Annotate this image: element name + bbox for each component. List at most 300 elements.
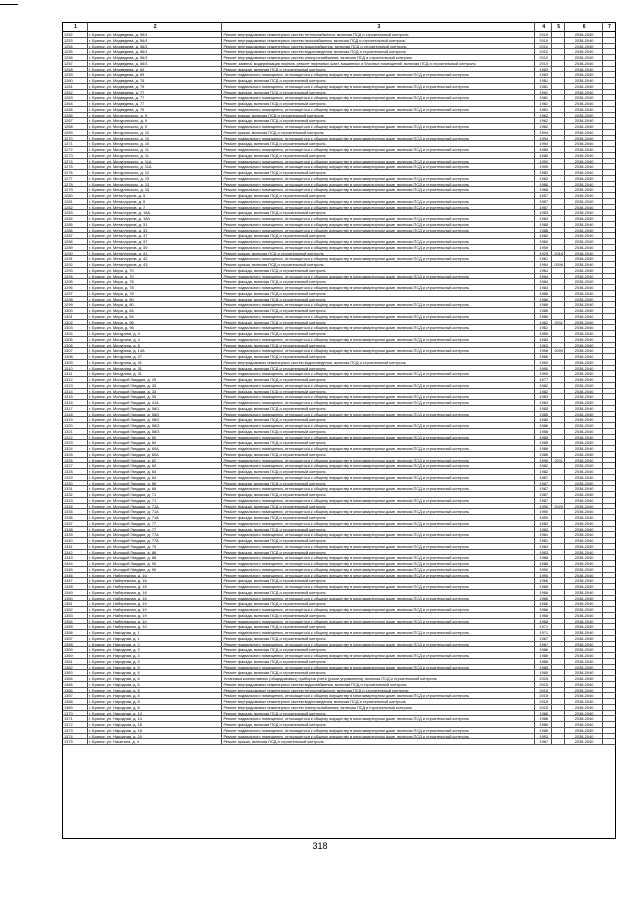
row-number-cell: 1280 — [63, 193, 88, 198]
row-number-cell: 1362 — [63, 665, 88, 670]
work-type-cell: Ремонт подвального помещения, относящегося к общему имуществу в многоквартирном доме, включая ПСД и строительный контроль — [222, 728, 535, 733]
address-cell: г. Брянск, ул. Народная, д. 1 — [88, 630, 223, 635]
year-built-cell: 1990 — [535, 366, 552, 371]
planned-period-cell: 2038-2040 — [565, 268, 603, 273]
year-built-cell: 1990 — [535, 504, 552, 509]
planned-period-cell: 2038-2040 — [565, 44, 603, 49]
extra-cell — [603, 354, 615, 359]
extra-cell — [603, 440, 615, 445]
row-number-cell: 1266 — [63, 113, 88, 118]
year-built-cell: 1925 — [535, 251, 552, 256]
extra-cell — [603, 734, 615, 739]
extra-cell — [603, 182, 615, 187]
extra-cell — [603, 325, 615, 330]
address-cell: г. Брянск, ул. Никитина, д. 4 — [88, 739, 223, 744]
address-cell: г. Брянск, ул. Молодой Гвардии, д. 79 — [88, 544, 223, 549]
work-type-cell: Ремонт подвального помещения, относящегося к общему имуществу в многоквартирном доме, включая ПСД и строительный контроль — [222, 199, 535, 204]
year-built-cell: 1962 — [535, 325, 552, 330]
planned-period-cell: 2038-2040 — [565, 205, 603, 210]
row-number-cell: 1370 — [63, 711, 88, 716]
extra-cell — [603, 153, 615, 158]
table-body — [63, 32, 615, 745]
planned-period-cell: 2038-2040 — [565, 394, 603, 399]
address-cell: г. Брянск, ул. Молодой Гвардии, д. 33 — [88, 383, 223, 388]
year-built-cell: 1966 — [535, 354, 552, 359]
work-type-cell: Ремонт фасада, включая ПСД и строительный контроль — [222, 118, 535, 123]
last-repair-year-cell — [552, 659, 565, 664]
year-built-cell: 1985 — [535, 670, 552, 675]
year-built-cell: 1961 — [535, 256, 552, 261]
year-built-cell: 1986 — [535, 314, 552, 319]
row-number-cell: 1329 — [63, 475, 88, 480]
work-type-cell: Ремонт подвального помещения, относящегося к общему имуществу в многоквартирном доме, включая ПСД и строительный контроль — [222, 521, 535, 526]
extra-cell — [603, 688, 615, 693]
row-number-cell: 1312 — [63, 377, 88, 382]
extra-cell — [603, 469, 615, 474]
extra-cell — [603, 187, 615, 192]
address-cell: г. Брянск, ул. Мира, д. 70 — [88, 268, 223, 273]
address-cell: г. Брянск, ул. Мичуринского, д. 10 — [88, 136, 223, 141]
address-cell: г. Брянск, ул. Мира, д. 80 — [88, 302, 223, 307]
address-cell: г. Брянск, ул. Молодой Гвардии, д. 58/2 — [88, 417, 223, 422]
year-built-cell: 1982 — [535, 463, 552, 468]
last-repair-year-cell — [552, 216, 565, 221]
work-type-cell: Ремонт фасада, включая ПСД и строительный контроль — [222, 67, 535, 72]
work-type-cell: Ремонт фасада, включая ПСД и строительный контроль — [222, 590, 535, 595]
row-number-cell: 1344 — [63, 561, 88, 566]
work-type-cell: Ремонт подвального помещения, относящегося к общему имуществу в многоквартирном доме, включая ПСД и строительный контроль — [222, 486, 535, 491]
planned-period-cell: 2038-2040 — [565, 72, 603, 77]
planned-period-cell: 2038-2040 — [565, 636, 603, 641]
row-number-cell: 1282 — [63, 205, 88, 210]
year-built-cell: 1983 — [535, 400, 552, 405]
last-repair-year-cell — [552, 475, 565, 480]
work-type-cell: Ремонт фасада, включая ПСД и строительный контроль — [222, 377, 535, 382]
last-repair-year-cell — [552, 728, 565, 733]
year-built-cell: 1986 — [535, 297, 552, 302]
work-type-cell: Ремонт фасада, включая ПСД и строительный контроль — [222, 452, 535, 457]
extra-cell — [603, 389, 615, 394]
work-type-cell: Ремонт внутридомовых инженерных систем водоснабжения, включая ПСД и строительный контроль — [222, 44, 535, 49]
last-repair-year-cell — [552, 509, 565, 514]
planned-period-cell: 2038-2040 — [565, 187, 603, 192]
extra-cell — [603, 406, 615, 411]
row-number-cell: 1275 — [63, 164, 88, 169]
extra-cell — [603, 176, 615, 181]
year-built-cell: 2010 — [535, 55, 552, 60]
row-number-cell: 1274 — [63, 159, 88, 164]
planned-period-cell: 2038-2040 — [565, 228, 603, 233]
row-number-cell: 1272 — [63, 147, 88, 152]
year-built-cell: 1965 — [535, 331, 552, 336]
last-repair-year-cell — [552, 44, 565, 49]
year-built-cell: 1986 — [535, 291, 552, 296]
planned-period-cell: 2038-2040 — [565, 245, 603, 250]
planned-period-cell: 2038-2040 — [565, 118, 603, 123]
extra-cell — [603, 665, 615, 670]
extra-cell — [603, 550, 615, 555]
work-type-cell: Ремонт подвального помещения, относящегося к общему имуществу в многоквартирном доме, включая ПСД и строительный контроль — [222, 314, 535, 319]
year-built-cell: 1983 — [535, 72, 552, 77]
planned-period-cell: 2038-2040 — [565, 61, 603, 66]
year-built-cell: 1966 — [535, 607, 552, 612]
address-cell: г. Брянск, ул. Мира, д. 96 — [88, 320, 223, 325]
row-number-cell: 1356 — [63, 630, 88, 635]
row-number-cell: 1322 — [63, 435, 88, 440]
work-type-cell: Ремонт подвального помещения, относящегося к общему имуществу в многоквартирном доме, включая ПСД и строительный контроль — [222, 555, 535, 560]
extra-cell — [603, 693, 615, 698]
extra-cell — [603, 360, 615, 365]
row-number-cell: 1319 — [63, 417, 88, 422]
row-number-cell: 1339 — [63, 532, 88, 537]
address-cell: г. Брянск, ул. Мира, д. 70 — [88, 274, 223, 279]
year-built-cell: 1964 — [535, 274, 552, 279]
planned-period-cell: 2038-2040 — [565, 498, 603, 503]
planned-period-cell: 2038-2040 — [565, 567, 603, 572]
last-repair-year-cell — [552, 130, 565, 135]
year-built-cell: 1983 — [535, 550, 552, 555]
work-type-cell: Ремонт подвального помещения, относящегося к общему имуществу в многоквартирном доме, включая ПСД и строительный контроль — [222, 584, 535, 589]
last-repair-year-cell — [552, 256, 565, 261]
extra-cell — [603, 435, 615, 440]
work-type-cell: Ремонт фасада, включая ПСД и строительный контроль — [222, 429, 535, 434]
row-number-cell: 1368 — [63, 699, 88, 704]
address-cell: г. Брянск, ул. Народная, д. 14 — [88, 716, 223, 721]
work-type-cell: Ремонт подвального помещения, относящегося к общему имуществу в многоквартирном доме, включая ПСД и строительный контроль — [222, 245, 535, 250]
address-cell: г. Брянск, ул. Металлургов, д. 42 — [88, 256, 223, 261]
row-number-cell: 1366 — [63, 688, 88, 693]
extra-cell — [603, 44, 615, 49]
year-built-cell: 1986 — [535, 728, 552, 733]
repair-program-table — [62, 22, 616, 839]
last-repair-year-cell — [552, 325, 565, 330]
last-repair-year-cell — [552, 78, 565, 83]
last-repair-year-cell — [552, 435, 565, 440]
work-type-cell: Ремонт фасада, включая ПСД и строительный контроль — [222, 90, 535, 95]
year-built-cell: 1981 — [535, 107, 552, 112]
last-repair-year-cell — [552, 613, 565, 618]
year-built-cell: 1987 — [535, 486, 552, 491]
planned-period-cell: 2038-2040 — [565, 343, 603, 348]
year-built-cell: 1962 — [535, 118, 552, 123]
year-built-cell: 1981 — [535, 90, 552, 95]
extra-cell — [603, 78, 615, 83]
planned-period-cell: 2038-2040 — [565, 607, 603, 612]
work-type-cell: Ремонт фасада, включая ПСД и строительный контроль — [222, 78, 535, 83]
planned-period-cell: 2038-2040 — [565, 130, 603, 135]
work-type-cell: Ремонт подвального помещения, относящегося к общему имуществу в многоквартирном доме, включая ПСД и строительный контроль — [222, 325, 535, 330]
work-type-cell: Ремонт фасада, включая ПСД и строительный контроль — [222, 515, 535, 520]
address-cell: г. Брянск, ул. Мичурина, д. 31 — [88, 371, 223, 376]
extra-cell — [603, 458, 615, 463]
address-cell: г. Брянск, ул. Медведева, д. 69 — [88, 72, 223, 77]
last-repair-year-cell — [552, 440, 565, 445]
year-built-cell: 1984 — [535, 279, 552, 284]
work-type-cell: Ремонт фасада, включая ПСД и строительный контроль — [222, 268, 535, 273]
year-built-cell: 1959 — [535, 245, 552, 250]
year-built-cell: 1985 — [535, 665, 552, 670]
row-number-cell: 1325 — [63, 452, 88, 457]
year-built-cell: 2015 — [535, 682, 552, 687]
address-cell: г. Брянск, ул. Народная, д. 8 — [88, 688, 223, 693]
row-number-cell: 1284 — [63, 216, 88, 221]
row-number-cell: 1333 — [63, 498, 88, 503]
address-cell: г. Брянск, ул. Мичуринского, д. 11 — [88, 153, 223, 158]
last-repair-year-cell — [552, 118, 565, 123]
year-built-cell: 1982 — [535, 170, 552, 175]
year-built-cell: 1966 — [535, 584, 552, 589]
year-built-cell: 1962 — [535, 113, 552, 118]
row-number-cell: 1375 — [63, 739, 88, 744]
row-number-cell: 1363 — [63, 670, 88, 675]
last-repair-year-cell — [552, 354, 565, 359]
planned-period-cell: 2038-2040 — [565, 550, 603, 555]
address-cell: г. Брянск, ул. Набережная, д. 18 — [88, 596, 223, 601]
extra-cell — [603, 573, 615, 578]
extra-cell — [603, 544, 615, 549]
row-number-cell: 1296 — [63, 285, 88, 290]
extra-cell — [603, 716, 615, 721]
last-repair-year-cell — [552, 84, 565, 89]
extra-cell — [603, 268, 615, 273]
header-col-4: 4 — [535, 23, 552, 31]
work-type-cell: Ремонт подвального помещения, относящегося к общему имуществу в многоквартирном доме, включая ПСД и строительный контроль — [222, 498, 535, 503]
planned-period-cell: 2038-2040 — [565, 435, 603, 440]
extra-cell — [603, 245, 615, 250]
work-type-cell: Ремонт фасада, включая ПСД и строительный контроль — [222, 659, 535, 664]
year-built-cell: 1986 — [535, 659, 552, 664]
work-type-cell: Ремонт фасада, включая ПСД и строительный контроль — [222, 647, 535, 652]
planned-period-cell: 2038-2040 — [565, 101, 603, 106]
year-built-cell: 1986 — [535, 647, 552, 652]
work-type-cell: Ремонт подвального помещения, относящегося к общему имуществу в многоквартирном доме, включая ПСД и строительный контроль — [222, 182, 535, 187]
year-built-cell: 1984 — [535, 285, 552, 290]
last-repair-year-cell — [552, 314, 565, 319]
address-cell: г. Брянск, ул. Набережная, д. 19 — [88, 613, 223, 618]
work-type-cell: Ремонт фасада, включая ПСД и строительный контроль — [222, 193, 535, 198]
row-number-cell: 1323 — [63, 440, 88, 445]
last-repair-year-cell — [552, 279, 565, 284]
last-repair-year-cell — [552, 274, 565, 279]
year-built-cell: 1995 — [535, 458, 552, 463]
work-type-cell: Ремонт подвального помещения, относящегося к общему имуществу в многоквартирном доме, включая ПСД и строительный контроль — [222, 187, 535, 192]
planned-period-cell: 2038-2040 — [565, 458, 603, 463]
address-cell: г. Брянск, ул. Молодой Гвардии, д. 71 — [88, 498, 223, 503]
row-number-cell: 1304 — [63, 331, 88, 336]
year-built-cell: 1981 — [535, 532, 552, 537]
last-repair-year-cell: 2006 — [552, 262, 565, 267]
year-built-cell: 2010 — [535, 44, 552, 49]
work-type-cell: Ремонт подвального помещения, относящегося к общему имуществу в многоквартирном доме, включая ПСД и строительный контроль — [222, 164, 535, 169]
address-cell: г. Брянск, ул. Мичуринского, д. 10 — [88, 130, 223, 135]
last-repair-year-cell — [552, 739, 565, 744]
row-number-cell: 1307 — [63, 348, 88, 353]
extra-cell — [603, 337, 615, 342]
extra-cell — [603, 567, 615, 572]
address-cell: г. Брянск, ул. Молодой Гвардии, д. 60А — [88, 446, 223, 451]
row-number-cell: 1352 — [63, 607, 88, 612]
work-type-cell: Ремонт внутридомовых инженерных систем водоотведения, включая ПСД и строительный контроль — [222, 49, 535, 54]
extra-cell — [603, 653, 615, 658]
last-repair-year-cell — [552, 268, 565, 273]
work-type-cell: Ремонт подвального помещения, относящегося к общему имуществу в многоквартирном доме, включая ПСД и строительный контроль — [222, 596, 535, 601]
row-number-cell: 1324 — [63, 446, 88, 451]
row-number-cell: 1303 — [63, 325, 88, 330]
extra-cell — [603, 429, 615, 434]
last-repair-year-cell — [552, 360, 565, 365]
row-number-cell: 1309 — [63, 360, 88, 365]
planned-period-cell: 2038-2040 — [565, 314, 603, 319]
work-type-cell: Ремонт внутридомовых инженерных систем водоснабжения, включая ПСД и строительный контроль — [222, 682, 535, 687]
year-built-cell: 1983 — [535, 544, 552, 549]
last-repair-year-cell — [552, 538, 565, 543]
planned-period-cell: 2038-2040 — [565, 383, 603, 388]
planned-period-cell: 2038-2040 — [565, 486, 603, 491]
last-repair-year-cell: 2020 — [552, 504, 565, 509]
last-repair-year-cell — [552, 716, 565, 721]
last-repair-year-cell — [552, 532, 565, 537]
work-type-cell: Ремонт подвального помещения, относящегося к общему имуществу в многоквартирном доме, включая ПСД и строительный контроль — [222, 619, 535, 624]
year-built-cell: 1964 — [535, 268, 552, 273]
address-cell: г. Брянск, ул. Молодой Гвардии, д. 86 — [88, 550, 223, 555]
planned-period-cell: 2038-2040 — [565, 136, 603, 141]
year-built-cell: 1988 — [535, 182, 552, 187]
planned-period-cell: 2038-2040 — [565, 676, 603, 681]
work-type-cell: Ремонт подвального помещения, относящегося к общему имуществу в многоквартирном доме, включая ПСД и строительный контроль — [222, 693, 535, 698]
last-repair-year-cell — [552, 596, 565, 601]
address-cell: г. Брянск, ул. Медведева, д. 56/1 — [88, 49, 223, 54]
extra-cell — [603, 55, 615, 60]
work-type-cell: Ремонт фасада, включая ПСД и строительный контроль — [222, 297, 535, 302]
address-cell: г. Брянск, ул. Мичурина, д. 8 — [88, 343, 223, 348]
last-repair-year-cell — [552, 147, 565, 152]
row-number-cell: 1261 — [63, 84, 88, 89]
row-number-cell: 1349 — [63, 590, 88, 595]
row-number-cell: 1265 — [63, 107, 88, 112]
work-type-cell: Ремонт фасада, включая ПСД и строительный контроль — [222, 389, 535, 394]
row-number-cell: 1256 — [63, 55, 88, 60]
address-cell: г. Брянск, ул. Мира, д. 80 — [88, 297, 223, 302]
row-number-cell: 1350 — [63, 596, 88, 601]
extra-cell — [603, 636, 615, 641]
row-number-cell: 1321 — [63, 429, 88, 434]
row-number-cell: 1301 — [63, 314, 88, 319]
extra-cell — [603, 527, 615, 532]
work-type-cell: Ремонт подвального помещения, относящегося к общему имуществу в многоквартирном доме, включая ПСД и строительный контроль — [222, 159, 535, 164]
work-type-cell: Ремонт подвального помещения, относящегося к общему имуществу в многоквартирном доме, включая ПСД и строительный контроль — [222, 256, 535, 261]
last-repair-year-cell — [552, 688, 565, 693]
planned-period-cell: 2038-2040 — [565, 509, 603, 514]
last-repair-year-cell — [552, 682, 565, 687]
year-built-cell: 1966 — [535, 596, 552, 601]
last-repair-year-cell — [552, 205, 565, 210]
year-built-cell: 1983 — [535, 394, 552, 399]
extra-cell — [603, 509, 615, 514]
last-repair-year-cell — [552, 544, 565, 549]
planned-period-cell: 2038-2040 — [565, 141, 603, 146]
work-type-cell: Ремонт внутридомовых инженерных систем водоотведения, включая ПСД и строительный контроль — [222, 699, 535, 704]
extra-cell — [603, 400, 615, 405]
row-number-cell: 1315 — [63, 394, 88, 399]
work-type-cell: Ремонт фасада, включая ПСД и строительный контроль — [222, 550, 535, 555]
year-built-cell: 1963 — [535, 343, 552, 348]
extra-cell — [603, 607, 615, 612]
work-type-cell: Ремонт подвального помещения, относящегося к общему имуществу в многоквартирном доме, включая ПСД и строительный контроль — [222, 665, 535, 670]
year-built-cell: 1985 — [535, 412, 552, 417]
year-built-cell: 1988 — [535, 555, 552, 560]
row-number-cell: 1294 — [63, 274, 88, 279]
extra-cell — [603, 371, 615, 376]
planned-period-cell: 2038-2040 — [565, 561, 603, 566]
planned-period-cell: 2038-2040 — [565, 682, 603, 687]
row-number-cell: 1292 — [63, 262, 88, 267]
work-type-cell: Ремонт, замена, модернизация лифтов, ремонт лифтовых шахт, машинных и блочных помещений, включая ПСД и строительный контроль — [222, 61, 535, 66]
address-cell: г. Брянск, ул. Молодой Гвардии, д. 35 — [88, 394, 223, 399]
row-number-cell: 1343 — [63, 555, 88, 560]
row-number-cell: 1314 — [63, 389, 88, 394]
row-number-cell: 1357 — [63, 636, 88, 641]
planned-period-cell: 2038-2040 — [565, 515, 603, 520]
row-number-cell: 1268 — [63, 124, 88, 129]
extra-cell — [603, 705, 615, 710]
address-cell: г. Брянск, ул. Народная, д. 3 — [88, 647, 223, 652]
year-built-cell: 1986 — [535, 716, 552, 721]
extra-cell — [603, 302, 615, 307]
last-repair-year-cell — [552, 164, 565, 169]
year-built-cell: 1960 — [535, 233, 552, 238]
year-built-cell: 1985 — [535, 153, 552, 158]
year-built-cell: 2010 — [535, 61, 552, 66]
planned-period-cell: 2038-2040 — [565, 417, 603, 422]
last-repair-year-cell — [552, 653, 565, 658]
row-number-cell: 1367 — [63, 693, 88, 698]
extra-cell — [603, 492, 615, 497]
last-repair-year-cell — [552, 389, 565, 394]
last-repair-year-cell — [552, 159, 565, 164]
year-built-cell: 1990 — [535, 164, 552, 169]
last-repair-year-cell — [552, 423, 565, 428]
extra-cell — [603, 596, 615, 601]
work-type-cell: Ремонт подвального помещения, относящегося к общему имуществу в многоквартирном доме, включая ПСД и строительный контроль — [222, 435, 535, 440]
planned-period-cell: 2038-2040 — [565, 331, 603, 336]
row-number-cell: 1335 — [63, 509, 88, 514]
row-number-cell: 1340 — [63, 538, 88, 543]
address-cell: г. Брянск, ул. Народная, д. 5 — [88, 659, 223, 664]
year-built-cell: 1986 — [535, 308, 552, 313]
planned-period-cell: 2038-2040 — [565, 389, 603, 394]
address-cell: г. Брянск, ул. Металлургов, д. 18А — [88, 216, 223, 221]
row-number-cell: 1290 — [63, 251, 88, 256]
work-type-cell: Ремонт фасада, включая ПСД и строительный контроль — [222, 469, 535, 474]
planned-period-cell: 2038-2040 — [565, 297, 603, 302]
last-repair-year-cell — [552, 676, 565, 681]
planned-period-cell: 2038-2040 — [565, 124, 603, 129]
year-built-cell: 1987 — [535, 498, 552, 503]
planned-period-cell: 2038-2040 — [565, 285, 603, 290]
row-number-cell: 1318 — [63, 412, 88, 417]
extra-cell — [603, 205, 615, 210]
year-built-cell: 1988 — [535, 222, 552, 227]
work-type-cell: Ремонт подвального помещения, относящегося к общему имуществу в многоквартирном доме, включая ПСД и строительный контроль — [222, 337, 535, 342]
last-repair-year-cell: 2009 — [552, 348, 565, 353]
row-number-cell: 1299 — [63, 302, 88, 307]
planned-period-cell: 2038-2040 — [565, 739, 603, 744]
last-repair-year-cell — [552, 245, 565, 250]
year-built-cell: 1986 — [535, 429, 552, 434]
year-built-cell: 1987 — [535, 475, 552, 480]
address-cell: г. Брянск, ул. Народная, д. 20 — [88, 734, 223, 739]
last-repair-year-cell — [552, 107, 565, 112]
